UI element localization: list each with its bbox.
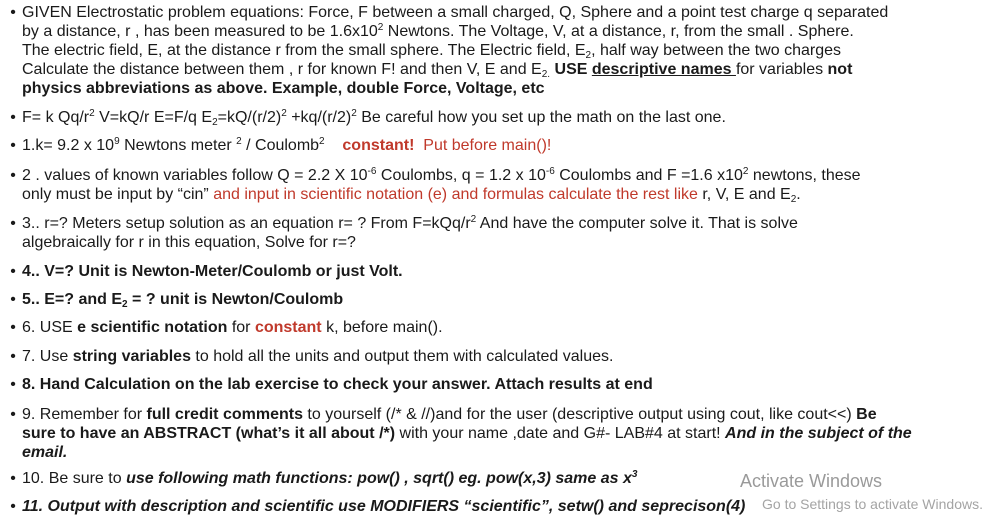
bullet-icon: • [10, 376, 16, 393]
bullet-icon: • [10, 167, 16, 184]
activate-windows-hint: Go to Settings to activate Windows. [762, 496, 983, 512]
bullet-icon: • [10, 263, 16, 280]
activate-windows-watermark: Activate Windows [740, 471, 883, 491]
bullet-icon: • [10, 470, 16, 487]
bullet-icon: • [10, 406, 16, 423]
bullet-icon: • [10, 109, 16, 126]
bullet-icon: • [10, 291, 16, 308]
bullet-icon: • [10, 4, 16, 21]
bullet-icon: • [10, 319, 16, 336]
bullet-icon: • [10, 137, 16, 154]
bullet-icon: • [10, 498, 16, 515]
bullet-icon: • [10, 215, 16, 232]
document-page: • GIVEN Electrostatic problem equations: Force, F between a small charged, Q, Sphere and a point test charge q separated by a distance, r , has been measured to be $1.6x10^2$ Newtons. The Voltage, V, at a distance, r, from the small . Sphere. The electric field, E, at the distance r from the small sphere. The Electric field, $E_2$, half way between the two charges Calculate the distance between them , r for known F! and then V, E and $E_{2.}$ USE descriptive names for variables not physics abbreviations as above. Example, double Force, Voltage, etc • F= k $Qq/r^2$ V=kQ/r E=F/q $E_2=kQ/(r/2)^2 +kq/(r/2)^2$ Be careful how you set up the math on the last one. • 1.k= 9.2 x $10^9$ Newtons meter $^2$ / Coulomb$^2$ constant! Put before main()! • 2 . values of known variables follow Q = 2.2 X $10^{-6}$ Coulombs, q = 1.2 x $10^{-6}$ Coulombs and F =1.6 $x10^2$ newtons, these only must be input by “cin” and input in scientific notation (e) and formulas calculate the rest like r, V, E and $E_2$. • 3.. r=? Meters setup solution as an equation r= ? From $F=kQq/r^2$ And have the computer solve it. That is solve algebraically for r in this equation, Solve for r=? • 4.. V=? Unit is Newton-Meter/Coulomb or just Volt. • 5.. E=? and $E_2$ = ? unit is Newton/Coulomb • 6. USE e scientific notation for constant k, before main(). • 7. Use string variables to hold all the units and output them with calculated values. • 8. Hand Calculation on the lab exercise to check your answer. Attach results at end • 9. Remember for full credit comments to yourself (/* & //)and for the user (descriptive output using cout, like cout<<) Be sure to have an ABSTRACT (what’s it all about /*) with your name ,date and G#- LAB#4 at start! And in the subject of the email. • 10. Be sure to use following math functions: pow() , sqrt() eg. pow(x,3) same as $x^3$ • 11. Output with description and scientific use MODIFIERS “scientific”, setw() and seprecison(4) Activate Windows Go to Settings to activate Windows. [0, 0, 995, 520]
bullet-icon: • [10, 348, 16, 365]
